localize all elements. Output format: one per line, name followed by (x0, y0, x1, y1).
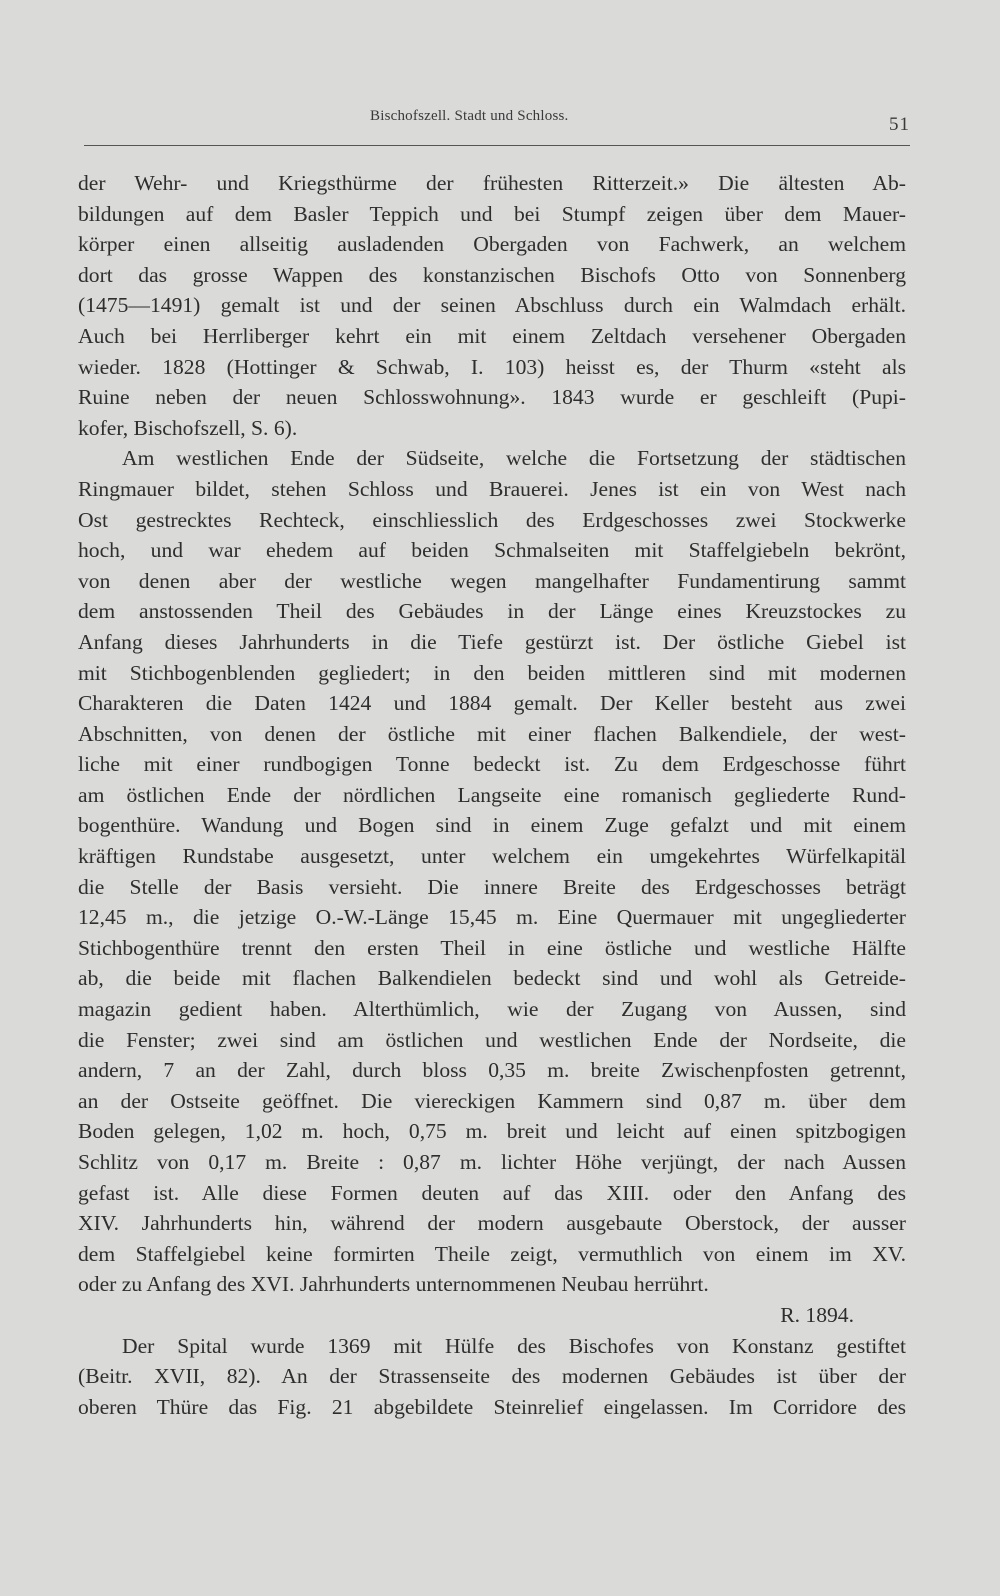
text-line: magazin gedient haben. Alterthümlich, wie der Zugang von Aussen, sind (78, 997, 906, 1022)
text-line: gefast ist. Alle diese Formen deuten auf das XIII. oder den Anfang des (78, 1180, 906, 1205)
text-line: andern, 7 an der Zahl, durch bloss 0,35 m. breite Zwischenpfosten getrennt, (78, 1058, 906, 1083)
running-head: Bischofszell. Stadt und Schloss. (370, 108, 569, 124)
text-line: körper einen allseitig ausladenden Obergaden von Fachwerk, an welchem (78, 232, 906, 257)
text-line: dem Staffelgiebel keine formirten Theile zeigt, vermuthlich von einem im XV. (78, 1241, 906, 1266)
text-line: (1475—1491) gemalt ist und der seinen Abschluss durch ein Walmdach erhält. (78, 293, 906, 318)
text-line: XIV. Jahrhunderts hin, während der modern ausgebaute Oberstock, der ausser (78, 1211, 906, 1236)
text-line: Anfang dieses Jahrhunderts in die Tiefe gestürzt ist. Der östliche Giebel ist (78, 629, 906, 654)
text-line: bogenthüre. Wandung und Bogen sind in einem Zuge gefalzt und mit einem (78, 813, 906, 838)
text-line: dem anstossenden Theil des Gebäudes in der Länge eines Kreuzstockes zu (78, 599, 906, 624)
text-line: Der Spital wurde 1369 mit Hülfe des Bischofes von Konstanz gestiftet (122, 1333, 906, 1358)
text-line: Abschnitten, von denen der östliche mit einer flachen Balkendiele, der west- (78, 721, 906, 746)
text-line: bildungen auf dem Basler Teppich und bei Stumpf zeigen über dem Mauer- (78, 201, 906, 226)
page-number: 51 (889, 114, 910, 135)
text-line: Auch bei Herrliberger kehrt ein mit einem Zeltdach versehener Obergaden (78, 323, 906, 348)
text-line: ab, die beide mit flachen Balkendielen bedeckt sind und wohl als Getreide- (78, 966, 906, 991)
text-line: kräftigen Rundstabe ausgesetzt, unter welchem ein umgekehrtes Würfelkapitäl (78, 844, 906, 869)
body-text (78, 168, 906, 1422)
text-line: an der Ostseite geöffnet. Die viereckigen Kammern sind 0,87 m. über dem (78, 1088, 906, 1113)
text-line: Stichbogenthüre trennt den ersten Theil in eine östliche und westliche Hälfte (78, 935, 906, 960)
author-signature: R. 1894. (780, 1302, 854, 1327)
text-line: Ost gestrecktes Rechteck, einschliesslich des Erdgeschosses zwei Stockwerke (78, 507, 906, 532)
text-line: 12,45 m., die jetzige O.-W.-Länge 15,45 m. Eine Quermauer mit ungegliederter (78, 905, 906, 930)
text-line: wieder. 1828 (Hottinger & Schwab, I. 103) heisst es, der Thurm «steht als (78, 354, 906, 379)
text-line: oder zu Anfang des XVI. Jahrhunderts unternommenen Neubau herrührt. (78, 1272, 709, 1297)
text-line: die Stelle der Basis versieht. Die innere Breite des Erdgeschosses beträgt (78, 874, 906, 899)
text-line: Am westlichen Ende der Südseite, welche die Fortsetzung der städtischen (122, 446, 906, 471)
text-line: der Wehr- und Kriegsthürme der frühesten Ritterzeit.» Die ältesten Ab- (78, 171, 906, 195)
text-line: am östlichen Ende der nördlichen Langseite eine romanisch gegliederte Rund- (78, 782, 906, 807)
text-line: die Fenster; zwei sind am östlichen und westlichen Ende der Nordseite, die (78, 1027, 906, 1052)
text-line: liche mit einer rundbogigen Tonne bedeckt ist. Zu dem Erdgeschosse führt (78, 752, 906, 777)
text-line: hoch, und war ehedem auf beiden Schmalseiten mit Staffelgiebeln bekrönt, (78, 538, 906, 563)
text-line: Charakteren die Daten 1424 und 1884 gemalt. Der Keller besteht aus zwei (78, 691, 906, 716)
text-line: Schlitz von 0,17 m. Breite : 0,87 m. lichter Höhe verjüngt, der nach Aussen (78, 1150, 906, 1174)
page-header (78, 104, 910, 134)
text-line: oberen Thüre das Fig. 21 abgebildete Steinrelief eingelassen. Im Corridore des (78, 1394, 906, 1419)
header-rule (84, 145, 910, 146)
text-line: (Beitr. XVII, 82). An der Strassenseite des modernen Gebäudes ist über der (78, 1364, 906, 1389)
text-line: von denen aber der westliche wegen mangelhafter Fundamentirung sammt (78, 568, 906, 593)
text-line: dort das grosse Wappen des konstanzischen Bischofs Otto von Sonnenberg (78, 262, 906, 287)
text-line: kofer, Bischofszell, S. 6). (78, 415, 298, 440)
text-line: mit Stichbogenblenden gegliedert; in den beiden mittleren sind mit modernen (78, 660, 906, 685)
text-line: Ruine neben der neuen Schlosswohnung». 1843 wurde er geschleift (Pupi- (78, 385, 906, 410)
text-line: Ringmauer bildet, stehen Schloss und Brauerei. Jenes ist ein von West nach (78, 476, 906, 501)
text-line: Boden gelegen, 1,02 m. hoch, 0,75 m. breit und leicht auf einen spitzbogigen (78, 1119, 906, 1144)
